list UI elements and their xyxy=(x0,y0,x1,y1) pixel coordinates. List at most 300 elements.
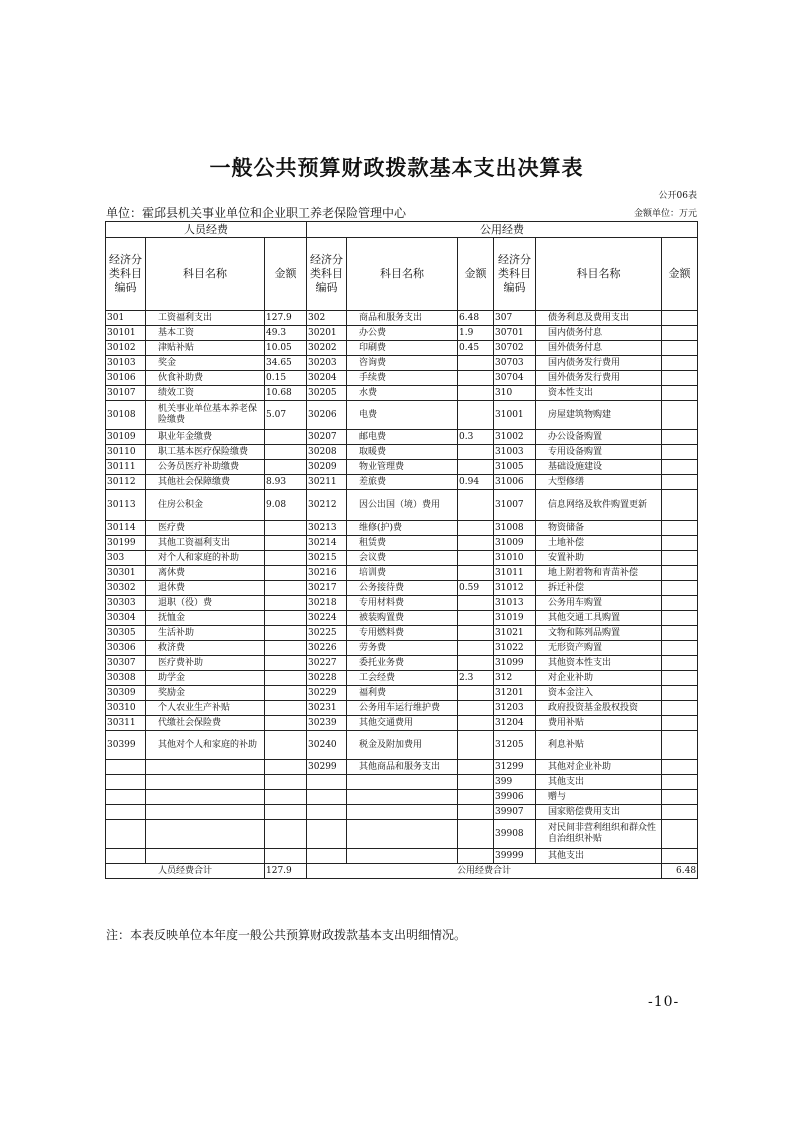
code-cell: 30304 xyxy=(106,611,146,626)
amount-cell xyxy=(265,716,307,731)
code-cell: 30106 xyxy=(106,371,146,386)
table-row xyxy=(106,551,698,566)
amount-cell xyxy=(265,686,307,701)
name-cell: 基本工资 xyxy=(146,326,265,341)
amount-cell: 49.3 xyxy=(265,326,307,341)
code-cell: 30702 xyxy=(494,341,536,356)
table-row xyxy=(106,805,698,820)
table-row xyxy=(106,356,698,371)
code-cell xyxy=(106,790,146,805)
code-cell: 30299 xyxy=(307,760,347,775)
code-cell: 31008 xyxy=(494,521,536,536)
code-cell: 30701 xyxy=(494,326,536,341)
amount-cell xyxy=(458,356,494,371)
name-cell: 物资储备 xyxy=(536,521,662,536)
code-cell xyxy=(106,775,146,790)
code-cell: 30107 xyxy=(106,386,146,401)
header-code: 经济分类科目编码 xyxy=(106,238,146,311)
amount-cell xyxy=(265,790,307,805)
code-cell: 31002 xyxy=(494,430,536,445)
table-row xyxy=(106,521,698,536)
code-cell: 30207 xyxy=(307,430,347,445)
table-row xyxy=(106,849,698,864)
name-cell xyxy=(347,775,458,790)
name-cell: 利息补贴 xyxy=(536,731,662,760)
code-cell: 31019 xyxy=(494,611,536,626)
name-cell: 个人农业生产补贴 xyxy=(146,701,265,716)
header-amount: 金额 xyxy=(458,238,494,311)
name-cell: 咨询费 xyxy=(347,356,458,371)
amount-cell xyxy=(662,641,698,656)
name-cell: 会议费 xyxy=(347,551,458,566)
code-cell: 30208 xyxy=(307,445,347,460)
name-cell: 被装购置费 xyxy=(347,611,458,626)
code-cell: 30229 xyxy=(307,686,347,701)
code-cell: 30227 xyxy=(307,656,347,671)
table-row xyxy=(106,641,698,656)
name-cell xyxy=(146,849,265,864)
amount-cell xyxy=(265,611,307,626)
name-cell: 奖金 xyxy=(146,356,265,371)
amount-cell xyxy=(458,611,494,626)
name-cell: 债务利息及费用支出 xyxy=(536,311,662,326)
amount-cell xyxy=(662,656,698,671)
amount-cell xyxy=(458,566,494,581)
table-row xyxy=(106,445,698,460)
name-cell: 津贴补贴 xyxy=(146,341,265,356)
amount-cell xyxy=(265,656,307,671)
name-cell: 房屋建筑物购建 xyxy=(536,401,662,430)
name-cell xyxy=(146,775,265,790)
amount-cell xyxy=(662,311,698,326)
amount-cell: 0.94 xyxy=(458,475,494,490)
table-row xyxy=(106,386,698,401)
name-cell: 其他商品和服务支出 xyxy=(347,760,458,775)
code-cell: 30111 xyxy=(106,460,146,475)
code-cell: 30110 xyxy=(106,445,146,460)
code-cell: 30305 xyxy=(106,626,146,641)
code-cell: 399 xyxy=(494,775,536,790)
name-cell: 国外债务发行费用 xyxy=(536,371,662,386)
code-cell: 31013 xyxy=(494,596,536,611)
amount-cell xyxy=(662,460,698,475)
amount-cell xyxy=(458,626,494,641)
code-cell: 30201 xyxy=(307,326,347,341)
amount-cell: 34.65 xyxy=(265,356,307,371)
name-cell: 机关事业单位基本养老保险缴费 xyxy=(146,401,265,430)
name-cell: 生活补助 xyxy=(146,626,265,641)
amount-cell xyxy=(458,775,494,790)
name-cell xyxy=(146,760,265,775)
name-cell: 职工基本医疗保险缴费 xyxy=(146,445,265,460)
name-cell: 公务用车运行维护费 xyxy=(347,701,458,716)
name-cell: 国外债务付息 xyxy=(536,341,662,356)
code-cell: 30199 xyxy=(106,536,146,551)
amount-cell xyxy=(458,460,494,475)
code-cell: 302 xyxy=(307,311,347,326)
amount-cell xyxy=(265,731,307,760)
name-cell: 维修(护)费 xyxy=(347,521,458,536)
name-cell: 商品和服务支出 xyxy=(347,311,458,326)
code-cell: 30309 xyxy=(106,686,146,701)
name-cell: 劳务费 xyxy=(347,641,458,656)
amount-cell xyxy=(265,460,307,475)
name-cell: 赠与 xyxy=(536,790,662,805)
name-cell: 专用设备购置 xyxy=(536,445,662,460)
name-cell: 办公费 xyxy=(347,326,458,341)
name-cell: 医疗费补助 xyxy=(146,656,265,671)
code-cell: 30211 xyxy=(307,475,347,490)
name-cell: 救济费 xyxy=(146,641,265,656)
code-cell: 39999 xyxy=(494,849,536,864)
amount-cell xyxy=(662,536,698,551)
amount-cell xyxy=(265,430,307,445)
amount-cell: 8.93 xyxy=(265,475,307,490)
name-cell: 住房公积金 xyxy=(146,490,265,521)
table-row xyxy=(106,775,698,790)
name-cell: 医疗费 xyxy=(146,521,265,536)
code-cell: 31010 xyxy=(494,551,536,566)
code-cell: 31204 xyxy=(494,716,536,731)
table-row xyxy=(106,790,698,805)
name-cell: 资本金注入 xyxy=(536,686,662,701)
amount-cell xyxy=(662,611,698,626)
code-cell xyxy=(106,805,146,820)
code-cell: 30103 xyxy=(106,356,146,371)
name-cell: 税金及附加费用 xyxy=(347,731,458,760)
amount-cell xyxy=(265,596,307,611)
name-cell: 公务接待费 xyxy=(347,581,458,596)
name-cell: 办公设备购置 xyxy=(536,430,662,445)
amount-cell xyxy=(662,490,698,521)
table-row xyxy=(106,430,698,445)
name-cell: 工资福利支出 xyxy=(146,311,265,326)
code-cell: 30302 xyxy=(106,581,146,596)
code-cell: 30101 xyxy=(106,326,146,341)
name-cell: 费用补贴 xyxy=(536,716,662,731)
code-cell: 31007 xyxy=(494,490,536,521)
name-cell: 国内债务发行费用 xyxy=(536,356,662,371)
amount-cell xyxy=(265,521,307,536)
name-cell xyxy=(347,790,458,805)
code-cell: 30202 xyxy=(307,341,347,356)
code-cell xyxy=(307,849,347,864)
amount-cell xyxy=(662,686,698,701)
amount-cell xyxy=(662,356,698,371)
amount-cell: 1.9 xyxy=(458,326,494,341)
code-cell: 30204 xyxy=(307,371,347,386)
name-cell: 对个人和家庭的补助 xyxy=(146,551,265,566)
code-cell: 31003 xyxy=(494,445,536,460)
name-cell: 地上附着物和青苗补偿 xyxy=(536,566,662,581)
amount-cell xyxy=(662,566,698,581)
code-cell: 31011 xyxy=(494,566,536,581)
amount-cell xyxy=(265,760,307,775)
header-amount: 金额 xyxy=(662,238,698,311)
code-cell: 39908 xyxy=(494,820,536,849)
table-row xyxy=(106,611,698,626)
amount-cell xyxy=(662,805,698,820)
name-cell: 邮电费 xyxy=(347,430,458,445)
amount-cell xyxy=(265,701,307,716)
amount-cell: 0.45 xyxy=(458,341,494,356)
code-cell: 31099 xyxy=(494,656,536,671)
amount-cell xyxy=(458,445,494,460)
code-cell: 30214 xyxy=(307,536,347,551)
code-cell: 312 xyxy=(494,671,536,686)
code-cell: 30203 xyxy=(307,356,347,371)
name-cell: 公务用车购置 xyxy=(536,596,662,611)
amount-cell xyxy=(458,716,494,731)
name-cell: 抚恤金 xyxy=(146,611,265,626)
table-row xyxy=(106,460,698,475)
amount-cell xyxy=(662,596,698,611)
code-cell: 30102 xyxy=(106,341,146,356)
name-cell: 退休费 xyxy=(146,581,265,596)
name-cell: 对企业补助 xyxy=(536,671,662,686)
amount-cell: 2.3 xyxy=(458,671,494,686)
code-cell xyxy=(307,820,347,849)
code-cell: 31201 xyxy=(494,686,536,701)
personnel-total-amount: 127.9 xyxy=(265,864,307,879)
public-total-amount: 6.48 xyxy=(662,864,698,879)
table-row xyxy=(106,490,698,521)
code-cell: 31009 xyxy=(494,536,536,551)
name-cell: 代缴社会保险费 xyxy=(146,716,265,731)
name-cell: 租赁费 xyxy=(347,536,458,551)
table-row xyxy=(106,566,698,581)
name-cell: 其他交通费用 xyxy=(347,716,458,731)
header-amount: 金额 xyxy=(265,238,307,311)
code-cell: 31205 xyxy=(494,731,536,760)
header-name: 科目名称 xyxy=(146,238,265,311)
header-name: 科目名称 xyxy=(347,238,458,311)
amount-cell: 10.68 xyxy=(265,386,307,401)
table-row xyxy=(106,536,698,551)
amount-cell: 10.05 xyxy=(265,341,307,356)
code-cell: 30206 xyxy=(307,401,347,430)
code-cell: 30215 xyxy=(307,551,347,566)
name-cell: 信息网络及软件购置更新 xyxy=(536,490,662,521)
amount-cell: 5.07 xyxy=(265,401,307,430)
name-cell: 其他交通工具购置 xyxy=(536,611,662,626)
name-cell: 其他资本性支出 xyxy=(536,656,662,671)
amount-cell xyxy=(662,521,698,536)
name-cell: 对民间非营利组织和群众性自治组织补贴 xyxy=(536,820,662,849)
name-cell: 职业年金缴费 xyxy=(146,430,265,445)
amount-unit-label: 金额单位：万元 xyxy=(633,209,697,219)
amount-cell xyxy=(662,581,698,596)
section-public: 公用经费 xyxy=(307,222,698,238)
table-row xyxy=(106,581,698,596)
name-cell: 水费 xyxy=(347,386,458,401)
code-cell: 39907 xyxy=(494,805,536,820)
code-cell: 30113 xyxy=(106,490,146,521)
amount-cell xyxy=(458,536,494,551)
code-cell xyxy=(307,805,347,820)
amount-cell xyxy=(458,386,494,401)
section-personnel: 人员经费 xyxy=(106,222,307,238)
code-cell: 30213 xyxy=(307,521,347,536)
name-cell: 资本性支出 xyxy=(536,386,662,401)
code-cell: 31203 xyxy=(494,701,536,716)
code-cell: 31021 xyxy=(494,626,536,641)
code-cell: 30240 xyxy=(307,731,347,760)
name-cell: 手续费 xyxy=(347,371,458,386)
amount-cell xyxy=(662,790,698,805)
code-cell: 30217 xyxy=(307,581,347,596)
name-cell xyxy=(146,805,265,820)
amount-cell xyxy=(265,775,307,790)
table-row xyxy=(106,686,698,701)
name-cell: 公务员医疗补助缴费 xyxy=(146,460,265,475)
name-cell: 物业管理费 xyxy=(347,460,458,475)
personnel-total-label: 人员经费合计 xyxy=(106,864,265,879)
name-cell: 印刷费 xyxy=(347,341,458,356)
amount-cell xyxy=(662,430,698,445)
amount-cell: 6.48 xyxy=(458,311,494,326)
table-row xyxy=(106,326,698,341)
code-cell: 31022 xyxy=(494,641,536,656)
code-cell: 303 xyxy=(106,551,146,566)
name-cell: 培训费 xyxy=(347,566,458,581)
table-row xyxy=(106,626,698,641)
name-cell: 助学金 xyxy=(146,671,265,686)
code-cell: 30239 xyxy=(307,716,347,731)
code-cell xyxy=(307,775,347,790)
amount-cell xyxy=(265,626,307,641)
code-cell: 30399 xyxy=(106,731,146,760)
table-row xyxy=(106,311,698,326)
expenditure-table xyxy=(105,221,698,879)
code-cell: 30307 xyxy=(106,656,146,671)
amount-cell xyxy=(662,849,698,864)
amount-cell xyxy=(458,551,494,566)
amount-cell xyxy=(458,760,494,775)
amount-cell xyxy=(265,820,307,849)
name-cell: 离休费 xyxy=(146,566,265,581)
table-row xyxy=(106,475,698,490)
code-cell: 31005 xyxy=(494,460,536,475)
amount-cell xyxy=(662,475,698,490)
amount-cell xyxy=(662,671,698,686)
amount-cell xyxy=(458,790,494,805)
header-code: 经济分类科目编码 xyxy=(494,238,536,311)
name-cell xyxy=(347,820,458,849)
name-cell: 退职（役）费 xyxy=(146,596,265,611)
name-cell: 其他社会保障缴费 xyxy=(146,475,265,490)
code-cell: 30226 xyxy=(307,641,347,656)
table-row xyxy=(106,731,698,760)
table-row xyxy=(106,596,698,611)
code-cell: 30310 xyxy=(106,701,146,716)
amount-cell xyxy=(458,849,494,864)
code-cell: 31299 xyxy=(494,760,536,775)
name-cell: 安置补助 xyxy=(536,551,662,566)
code-cell: 30218 xyxy=(307,596,347,611)
name-cell: 国家赔偿费用支出 xyxy=(536,805,662,820)
amount-cell xyxy=(458,521,494,536)
page-number: -10- xyxy=(648,994,680,1010)
code-cell: 30231 xyxy=(307,701,347,716)
amount-cell xyxy=(265,536,307,551)
unit-label: 单位：霍邱县机关事业单位和企业职工养老保险管理中心 xyxy=(106,206,407,220)
name-cell: 其他支出 xyxy=(536,849,662,864)
name-cell: 福利费 xyxy=(347,686,458,701)
footnote: 注：本表反映单位本年度一般公共预算财政拨款基本支出明细情况。 xyxy=(106,928,467,942)
name-cell: 电费 xyxy=(347,401,458,430)
code-cell: 30112 xyxy=(106,475,146,490)
code-cell xyxy=(106,820,146,849)
amount-cell xyxy=(662,701,698,716)
code-cell: 301 xyxy=(106,311,146,326)
code-cell xyxy=(307,790,347,805)
code-cell: 30114 xyxy=(106,521,146,536)
amount-cell xyxy=(662,326,698,341)
name-cell xyxy=(347,849,458,864)
amount-cell xyxy=(662,775,698,790)
amount-cell xyxy=(662,401,698,430)
code-cell: 31006 xyxy=(494,475,536,490)
amount-cell xyxy=(458,820,494,849)
amount-cell xyxy=(265,641,307,656)
code-cell: 30108 xyxy=(106,401,146,430)
name-cell: 政府投资基金股权投资 xyxy=(536,701,662,716)
name-cell: 拆迁补偿 xyxy=(536,581,662,596)
code-cell: 31001 xyxy=(494,401,536,430)
header-name: 科目名称 xyxy=(536,238,662,311)
public-total-label: 公用经费合计 xyxy=(307,864,662,879)
amount-cell xyxy=(458,701,494,716)
name-cell: 取暖费 xyxy=(347,445,458,460)
code-cell: 30308 xyxy=(106,671,146,686)
amount-cell: 0.3 xyxy=(458,430,494,445)
name-cell xyxy=(347,805,458,820)
amount-cell xyxy=(662,731,698,760)
amount-cell xyxy=(265,445,307,460)
table-row xyxy=(106,401,698,430)
code-cell: 30703 xyxy=(494,356,536,371)
amount-cell xyxy=(265,566,307,581)
amount-cell xyxy=(458,371,494,386)
name-cell: 专用材料费 xyxy=(347,596,458,611)
table-row xyxy=(106,760,698,775)
amount-cell xyxy=(458,656,494,671)
amount-cell xyxy=(458,731,494,760)
table-row xyxy=(106,671,698,686)
code-cell: 30311 xyxy=(106,716,146,731)
code-cell: 30306 xyxy=(106,641,146,656)
amount-cell xyxy=(662,551,698,566)
name-cell: 土地补偿 xyxy=(536,536,662,551)
amount-cell xyxy=(265,671,307,686)
name-cell: 无形资产购置 xyxy=(536,641,662,656)
amount-cell xyxy=(265,849,307,864)
page-title: 一般公共预算财政拨款基本支出决算表 xyxy=(209,155,584,180)
code-cell: 30301 xyxy=(106,566,146,581)
name-cell: 工会经费 xyxy=(347,671,458,686)
header-code: 经济分类科目编码 xyxy=(307,238,347,311)
name-cell: 大型修缮 xyxy=(536,475,662,490)
amount-cell xyxy=(265,551,307,566)
amount-cell xyxy=(265,805,307,820)
amount-cell xyxy=(662,386,698,401)
code-cell xyxy=(106,760,146,775)
code-cell: 30228 xyxy=(307,671,347,686)
amount-cell: 0.59 xyxy=(458,581,494,596)
name-cell: 其他对个人和家庭的补助 xyxy=(146,731,265,760)
amount-cell xyxy=(662,371,698,386)
